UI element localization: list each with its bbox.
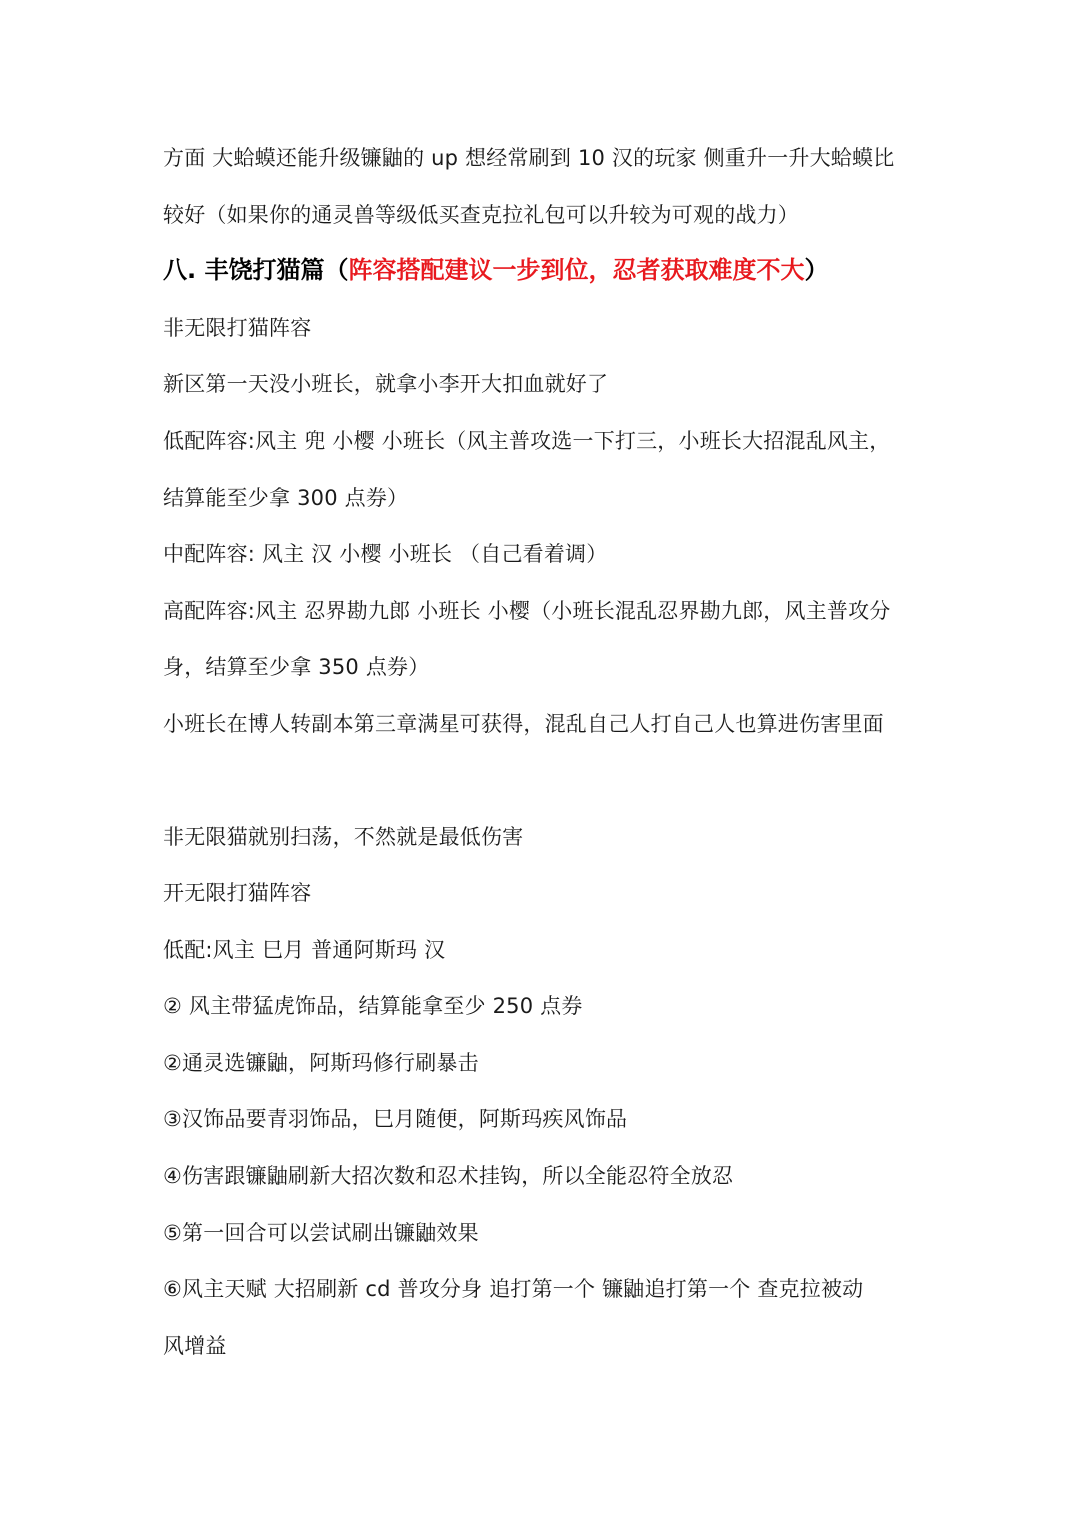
paragraph-line: 高配阵容:风主 忍界勘九郎 小班长 小樱（小班长混乱忍界勘九郎，风主普攻分 — [163, 599, 891, 623]
paragraph-line: 结算能至少拿 300 点券） — [163, 486, 409, 510]
paragraph-line: 低配阵容:风主 兜 小樱 小班长（风主普攻选一下打三，小班长大招混乱风主， — [163, 429, 891, 453]
paragraph-line: 新区第一天没小班长，就拿小李开大扣血就好了 — [163, 372, 609, 396]
list-item: ②通灵选镰鼬，阿斯玛修行刷暴击 — [163, 1051, 479, 1075]
section-heading-highlight: 阵容搭配建议一步到位，忍者获取难度不大 — [348, 256, 805, 284]
paragraph-line: 方面 大蛤蟆还能升级镰鼬的 up 想经常刷到 10 汉的玩家 侧重升一升大蛤蟆比 — [163, 146, 895, 170]
list-item: ⑤第一回合可以尝试刷出镰鼬效果 — [163, 1221, 479, 1245]
section-heading-prefix: 八. 丰饶打猫篇（ — [163, 256, 349, 284]
list-item: ⑥风主天赋 大招刷新 cd 普攻分身 追打第一个 镰鼬追打第一个 查克拉被动 — [163, 1277, 864, 1301]
paragraph-line: 非无限猫就别扫荡，不然就是最低伤害 — [163, 825, 524, 849]
list-item: ④伤害跟镰鼬刷新大招次数和忍术挂钩，所以全能忍符全放忍 — [163, 1164, 734, 1188]
paragraph-line: 较好（如果你的通灵兽等级低买查克拉礼包可以升较为可观的战力） — [163, 203, 799, 227]
paragraph-line: 开无限打猫阵容 — [163, 881, 312, 905]
paragraph-line: 非无限打猫阵容 — [163, 316, 312, 340]
list-item: ③汉饰品要青羽饰品，巳月随便，阿斯玛疾风饰品 — [163, 1107, 628, 1131]
list-item: ② 风主带猛虎饰品，结算能拿至少 250 点券 — [163, 994, 583, 1018]
paragraph-line: 风增益 — [163, 1334, 227, 1358]
paragraph-line: 小班长在博人转副本第三章满星可获得，混乱自己人打自己人也算进伤害里面 — [163, 712, 884, 736]
paragraph-line: 中配阵容: 风主 汉 小樱 小班长 （自己看着调） — [163, 542, 608, 566]
paragraph-line: 身，结算至少拿 350 点券） — [163, 655, 430, 679]
section-heading — [163, 253, 828, 287]
section-heading-suffix: ） — [804, 256, 829, 284]
paragraph-line: 低配:风主 巳月 普通阿斯玛 汉 — [163, 938, 446, 962]
